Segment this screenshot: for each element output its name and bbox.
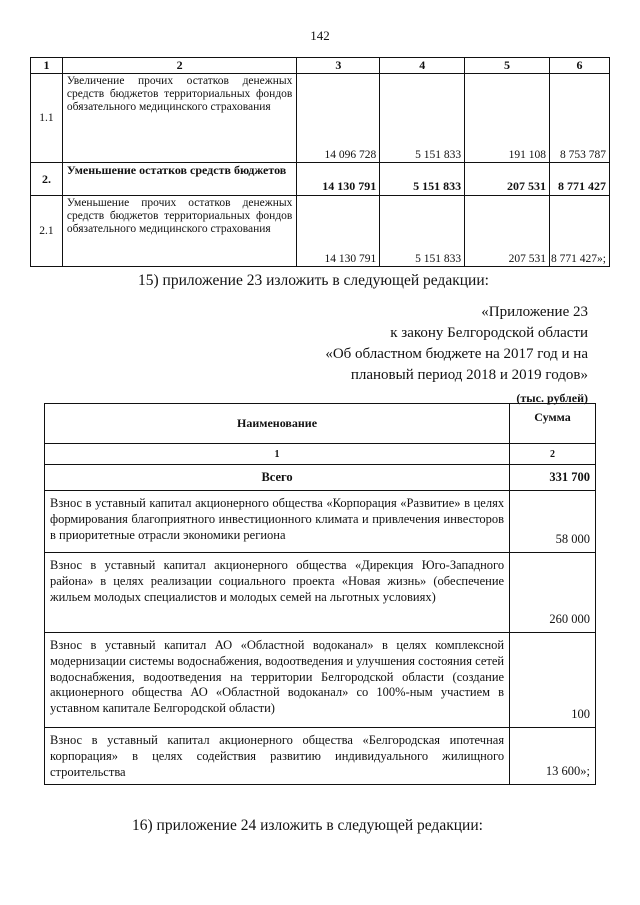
header-cell: 3 <box>297 58 380 74</box>
table-row <box>45 553 596 633</box>
row-number: 2. <box>31 163 63 196</box>
table-row <box>45 633 596 728</box>
column-sum-header: Сумма <box>510 404 596 444</box>
header-cell: 5 <box>465 58 550 74</box>
row-value: 14 130 791 <box>297 196 380 267</box>
row-value: 207 531 <box>465 163 550 196</box>
row-value: 5 151 833 <box>380 163 465 196</box>
appendix-header <box>325 302 588 386</box>
header-cell: 6 <box>549 58 609 74</box>
table-row <box>31 163 610 196</box>
row-value: 8 753 787 <box>549 74 609 163</box>
table-row <box>45 491 596 553</box>
column-name-header: Наименование <box>45 404 510 444</box>
row-value: 207 531 <box>465 196 550 267</box>
row-value: 5 151 833 <box>380 196 465 267</box>
table-header-row <box>45 404 596 444</box>
total-value: 331 700 <box>510 465 596 491</box>
row-amount: 100 <box>510 633 596 728</box>
sources-table <box>30 57 610 267</box>
paragraph-15: 15) приложение 23 изложить в следующей редакции: <box>138 272 489 289</box>
row-value: 14 096 728 <box>297 74 380 163</box>
row-amount: 13 600»; <box>510 728 596 785</box>
row-value: 5 151 833 <box>380 74 465 163</box>
column-index-row <box>45 444 596 465</box>
appendix-line: к закону Белгородской области <box>390 325 588 341</box>
row-number: 2.1 <box>31 196 63 267</box>
units-label: (тыс. рублей) <box>516 391 588 405</box>
paragraph-16: 16) приложение 24 изложить в следующей редакции: <box>132 817 483 834</box>
row-description: Взнос в уставный капитал акционерного общества «Белгородская ипотечная корпорация» в целях содействия развитию индивидуального жилищного строительства <box>45 728 510 785</box>
header-cell: 2 <box>62 58 296 74</box>
row-name: Уменьшение прочих остатков денежных средств бюджетов территориальных фондов обязательного медицинского страхования <box>62 196 296 267</box>
page-number: 142 <box>310 28 330 43</box>
table-row <box>31 74 610 163</box>
total-row <box>45 465 596 491</box>
column-index: 2 <box>510 444 596 465</box>
header-cell: 4 <box>380 58 465 74</box>
row-number: 1.1 <box>31 74 63 163</box>
row-name: Уменьшение остатков средств бюджетов <box>62 163 296 196</box>
appendix-line: «Об областном бюджете на 2017 год и на <box>325 346 588 362</box>
total-label: Всего <box>45 465 510 491</box>
row-description: Взнос в уставный капитал акционерного общества «Дирекция Юго-Западного района» в целях реализации социального проекта «Новая жизнь» (обеспечение жильем молодых специалистов и молодых семей на льготных условиях) <box>45 553 510 633</box>
appendix-line: плановый период 2018 и 2019 годов» <box>350 367 588 383</box>
header-cell: 1 <box>31 58 63 74</box>
row-value: 8 771 427»; <box>549 196 609 267</box>
appendix-line: «Приложение 23 <box>481 304 588 320</box>
table-row <box>45 728 596 785</box>
row-description: Взнос в уставный капитал акционерного общества «Корпорация «Развитие» в целях формирования благоприятного инвестиционного климата и привлечения инвесторов в приоритетные отрасли экономики региона <box>45 491 510 553</box>
table-row <box>31 196 610 267</box>
row-value: 8 771 427 <box>549 163 609 196</box>
row-amount: 260 000 <box>510 553 596 633</box>
row-description: Взнос в уставный капитал АО «Областной водоканал» в целях комплексной модернизации системы водоснабжения, водоотведения и улучшения состояния сетей водоснабжения, водоотведения на территории Белгородской области (создание акционерного общества АО «Областной водоканал» со 100%-ным участием в уставном капитале Белгородской области) <box>45 633 510 728</box>
column-index: 1 <box>45 444 510 465</box>
appendix-23-table <box>44 403 596 785</box>
row-value: 191 108 <box>465 74 550 163</box>
row-name: Увеличение прочих остатков денежных средств бюджетов территориальных фондов обязательного медицинского страхования <box>62 74 296 163</box>
row-amount: 58 000 <box>510 491 596 553</box>
table-header-row <box>31 58 610 74</box>
row-value: 14 130 791 <box>297 163 380 196</box>
